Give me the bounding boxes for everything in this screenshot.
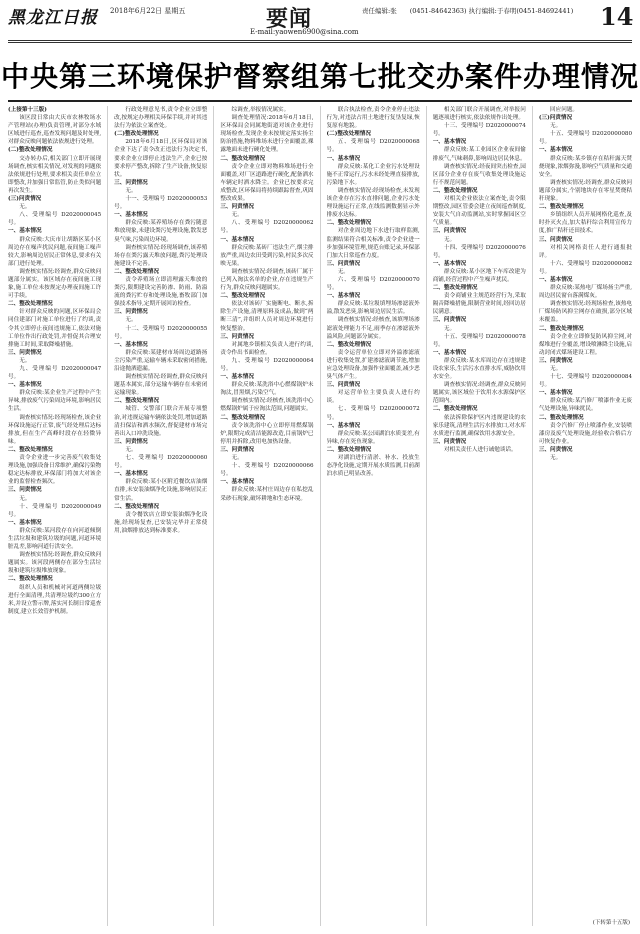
section-subheading: 三、问责情况 bbox=[326, 260, 361, 267]
headline-rule bbox=[8, 100, 632, 102]
masthead-rule-thin bbox=[8, 42, 632, 43]
page-number: 14 bbox=[600, 2, 634, 31]
paragraph: 无。 bbox=[125, 446, 137, 453]
section-subheading: 一、基本情况 bbox=[432, 139, 467, 146]
paragraph: 乡镇组织人员开展网格化巡查,及时扑灭火点,加大秸秆综合利用宣传力度,推广秸秆还田技术。 bbox=[538, 212, 633, 235]
paragraph: 群众反映:某企业生产过程中产生异味,排放废气污染周边环境,影响居民生活。 bbox=[8, 390, 102, 413]
paragraph: 责令运营单位立即对外溢渗滤液进行收集处置,扩建渗滤液调节池,增加应急处理设备,加强作业面覆盖,减少恶臭气体产生。 bbox=[326, 349, 420, 381]
section-subheading: 三、问责情况 bbox=[220, 333, 254, 340]
paragraph: 调查核实情况:经调查,该砖厂属于已列入淘汰名单的企业,存在违规生产行为,群众反映问题属实。 bbox=[220, 268, 314, 292]
paragraph: 无。 bbox=[19, 495, 31, 502]
article-column bbox=[327, 106, 420, 926]
paragraph: 十七、受理编号 D2020000084 号。 bbox=[538, 374, 633, 389]
paragraph: 群众反映:某垃圾填埋场渗滤液外溢,散发恶臭,影响周边居民生活。 bbox=[326, 301, 420, 316]
paragraph: 交办转办后,相关部门立即开展现场调查,核实相关情况,对发现的问题依法依规进行处理,要求相关责任单位立即整改,并加强日常监管,防止类似问题再次发生。 bbox=[8, 155, 102, 194]
section-subheading: 一、基本情况 bbox=[220, 236, 254, 243]
paragraph: 调查核实情况:经调查,群众反映问题属实,该区域位于饮用水水源保护区范围内。 bbox=[432, 382, 526, 405]
paragraph: 调查核实情况:经核查,该填埋场渗滤液处理能力不足,雨季存在渗滤液外溢风险,问题部分属实。 bbox=[326, 317, 420, 340]
section-subheading: 一、基本情况 bbox=[432, 260, 467, 267]
article-column bbox=[8, 106, 101, 926]
section-subheading: 三、问责情况 bbox=[8, 349, 42, 356]
section-subheading: (二)整改处理情况 bbox=[8, 147, 53, 154]
paragraph: 无。 bbox=[550, 455, 562, 462]
paragraph: 十五、受理编号 D2020000078 号。 bbox=[432, 333, 526, 348]
section-subheading: 二、整改处理情况 bbox=[432, 285, 478, 292]
section-subheading: 三、问责情况 bbox=[8, 487, 42, 494]
paragraph: 无。 bbox=[19, 357, 31, 364]
editor-credits: 责任编辑:张 (0451-84642363) 执行编辑:于春明(0451-84692441) bbox=[362, 7, 574, 15]
paragraph: 无。 bbox=[443, 325, 456, 332]
paragraph: 调查核实情况:经核查,该洗浴中心燃煤锅炉属于应淘汰范围,问题属实。 bbox=[220, 398, 314, 413]
paragraph: 群众反映:某小区附近餐饮店油烟直排,未安装油烟净化设施,影响居民正常生活。 bbox=[114, 479, 208, 502]
article-column bbox=[220, 106, 313, 926]
section-subheading: 二、整改处理情况 bbox=[326, 341, 372, 348]
section-subheading: 一、基本情况 bbox=[432, 349, 467, 356]
paragraph: 调查核实情况:经现场调查,该养殖场存在粪污露天堆放问题,粪污处理设施建设不完善。 bbox=[114, 244, 208, 267]
column-separator bbox=[107, 106, 108, 926]
paragraph: 行政处理意见书,责令企业立即整改,按规定办理相关环保手续,并对其违法行为依法立案查处。 bbox=[114, 107, 208, 130]
paragraph: 八、受理编号 D2020000062 号。 bbox=[220, 220, 314, 235]
paragraph: 无。 bbox=[125, 187, 137, 194]
section-subheading: 二、整改处理情况 bbox=[8, 446, 53, 453]
paragraph: 十、受理编号 D2020000049 号。 bbox=[8, 503, 102, 518]
paragraph: 责令该洗浴中心立即停用燃煤锅炉,限期完成清洁能源改造,目前锅炉已停用并拆除,改用电加热设备。 bbox=[220, 422, 314, 445]
paragraph: 群众反映:大庆市让胡路区某小区周边存在噪声扰民问题,夜间施工噪声较大,影响周边居民正常休息,要求有关部门进行处理。 bbox=[8, 236, 102, 267]
paragraph: 群众反映:某小区地下车库改建为商铺,经营过程中产生噪声扰民。 bbox=[432, 268, 526, 283]
paragraph: 调查核实情况:经调查,群众反映问题基本属实,部分运输车辆存在未密闭运输现象。 bbox=[114, 374, 208, 397]
paragraph: 群众反映:某养殖场存在粪污随意堆放现象,未建设粪污处理设施,散发恶臭气味,污染周边环境。 bbox=[114, 220, 208, 243]
paragraph: 群众反映:某洗浴中心燃煤锅炉未淘汰,冒黑烟,污染空气。 bbox=[220, 382, 314, 397]
section-subheading: 二、整改处理情况 bbox=[220, 293, 266, 300]
paragraph: 无。 bbox=[125, 317, 137, 324]
section-subheading: 一、基本情况 bbox=[114, 341, 148, 348]
paragraph: 无。 bbox=[19, 204, 31, 211]
section-subheading: 一、基本情况 bbox=[114, 471, 148, 478]
section-subheading: 一、基本情况 bbox=[220, 479, 254, 486]
paragraph: 调查核实情况:经调查,群众反映问题属实。该河段两侧存在部分生活垃圾和建筑垃圾堆放现象。 bbox=[8, 552, 102, 575]
paragraph: 群众反映:某砖厂违法生产,烟尘排放严重,周边农田受到污染,村民多次反映无果。 bbox=[220, 244, 314, 267]
paragraph: 十、受理编号 D2020000066 号。 bbox=[220, 463, 314, 478]
section-subheading: 一、基本情况 bbox=[8, 519, 42, 526]
paragraph: 2018年6月18日,区环保局对该企业下达了责令改正违法行为决定书,要求企业立即停止违法生产,企业已按要求停产整改,拆除了生产设备,恢复原状。 bbox=[114, 139, 208, 178]
paragraph: 十四、受理编号 D2020000076 号。 bbox=[432, 244, 526, 259]
continued-note: (下转第十五版) bbox=[592, 920, 630, 926]
paragraph: 七、受理编号 D2020000060 号。 bbox=[114, 455, 208, 470]
section-subheading: (二)整改处理情况 bbox=[114, 131, 159, 138]
paragraph: 无。 bbox=[337, 268, 349, 275]
section-subheading: 一、基本情况 bbox=[538, 147, 573, 154]
section-subheading: 一、基本情况 bbox=[538, 390, 573, 397]
section-subheading: 二、整改处理情况 bbox=[538, 204, 584, 211]
paragraph: 责令汽修厂停止喷漆作业,安装喷漆房及废气处理设施,经验收合格后方可恢复作业。 bbox=[538, 422, 633, 445]
paragraph: 回应问题。 bbox=[550, 107, 579, 113]
paragraph: 十三、受理编号 D2020000074 号。 bbox=[432, 123, 526, 138]
section-subheading: 二、整改处理情况 bbox=[432, 187, 478, 194]
paragraph: 调查核实情况:经调查,群众反映问题部分属实。该区域存在夜间施工现象,施工单位未按规定办理夜间施工许可手续。 bbox=[8, 268, 102, 300]
section-subheading: 二、整改处理情况 bbox=[432, 406, 478, 413]
paragraph: 无。 bbox=[550, 366, 562, 372]
section-subheading: 一、基本情况 bbox=[326, 155, 361, 162]
paragraph: 调查核实情况:经现场检查,该热电厂煤场防风抑尘网存在破损,部分区域未覆盖。 bbox=[538, 301, 633, 324]
paragraph: 对相关网格责任人进行通报批评。 bbox=[538, 244, 633, 259]
paragraph: 调查处理情况:2018年6月18日,区环保局会同属地街道对该企业进行现场检查,发现企业未按规定落实扬尘防治措施,物料堆场未进行全面覆盖,裸露地面未进行硬化处理。 bbox=[220, 115, 314, 154]
section-subheading: 二、整改处理情况 bbox=[8, 301, 53, 308]
column-separator bbox=[213, 106, 214, 926]
section-subheading: (二)整改处理情况 bbox=[326, 131, 371, 138]
paragraph: 群众反映:某汽修厂喷漆作业无废气处理设施,异味扰民。 bbox=[538, 398, 633, 413]
paragraph: 针对群众反映的问题,区环保局会同住建部门对施工单位进行了约谈,责令其立即停止夜间违规施工,依法对施工单位作出行政处罚,并督促其合理安排施工时间,采取降噪措施。 bbox=[8, 309, 102, 348]
section-subheading: 二、整改处理情况 bbox=[114, 398, 159, 405]
section-subheading: (三)问责情况 bbox=[538, 115, 573, 122]
paragraph: 责令企业进一步完善废气收集处理设施,加强设备日常维护,确保污染物稳定达标排放,环保部门将加大对该企业的监督检查频次。 bbox=[8, 455, 102, 486]
paragraph: 对运营单位主要负责人进行约谈。 bbox=[326, 390, 420, 405]
paragraph: 联合执法检查,责令企业停止违法行为,对违法占用土地进行复垦复绿,恢复原有地貌。 bbox=[326, 107, 420, 130]
section-subheading: 二、整改处理情况 bbox=[114, 268, 159, 275]
paragraph: 群众反映:某工业园区企业夜间偷排废气,气味刺鼻,影响周边居民休息。 bbox=[432, 147, 526, 162]
section-subheading: 三、问责情况 bbox=[432, 317, 467, 324]
paragraph: 对企业周边地下水进行取样监测,监测结果符合相关标准,责令企业进一步加强环境管理,规范台账记录,环保部门加大日常巡查力度。 bbox=[326, 228, 420, 259]
paragraph: 无。 bbox=[231, 212, 243, 219]
paragraph: 调查核实情况:经夜间突击检查,园区部分企业存在废气收集处理设施运行不规范问题。 bbox=[432, 163, 526, 186]
paragraph: 九、受理编号 D2020000064 号。 bbox=[220, 357, 314, 372]
paragraph: 五、受理编号 D2020000068 号。 bbox=[326, 139, 420, 154]
section-subheading: 三、问责情况 bbox=[220, 204, 254, 211]
paragraph: 群众反映:某建材市场周边道路扬尘污染严重,运输车辆未采取密闭措施,沿途抛洒遗漏。 bbox=[114, 349, 208, 372]
paragraph: 十一、受理编号 D2020000053 号。 bbox=[114, 196, 208, 211]
section-subheading: 三、问责情况 bbox=[538, 236, 573, 243]
paragraph: 十二、受理编号 D2020000055 号。 bbox=[114, 325, 208, 340]
section-subheading: 二、整改处理情况 bbox=[8, 576, 53, 583]
section-subheading: 三、问责情况 bbox=[114, 438, 148, 445]
paragraph: 六、受理编号 D2020000070 号。 bbox=[326, 276, 420, 292]
paragraph: 无。 bbox=[443, 236, 456, 243]
paragraph: 调查核实情况:经现场检查,该企业环保设施运行正常,废气经处理后达标排放,但在生产高峰时段存在轻微异味。 bbox=[8, 414, 102, 445]
paragraph: 群众反映:某热电厂煤场扬尘严重,周边居民窗台落满煤灰。 bbox=[538, 285, 633, 300]
section-subheading: 一、基本情况 bbox=[326, 293, 361, 300]
paragraph: 群众反映:某乡镇存在秸秆露天焚烧现象,浓烟弥漫,影响空气质量和交通安全。 bbox=[538, 155, 633, 178]
section-subheading: 三、问责情况 bbox=[220, 446, 254, 453]
section-subheading: 二、整改处理情况 bbox=[538, 325, 584, 332]
paragraph: 十五、受理编号 D2020000080 号。 bbox=[538, 131, 633, 146]
paragraph: 对相关企业依法立案查处,责令限期整改,园区管委会建立夜间巡查制度,安装大气自动监测站,实时掌握园区空气质量。 bbox=[432, 196, 526, 227]
section-subheading: 一、基本情况 bbox=[8, 382, 42, 389]
paragraph: 调查核实情况:经调查,群众反映问题部分属实,个别地块存在零星焚烧秸秆现象。 bbox=[538, 179, 633, 203]
section-subheading: 三、问责情况 bbox=[432, 228, 467, 235]
publication-date: 2018年6月22日 星期五 bbox=[110, 7, 186, 15]
paragraph: 责令养殖场立即清理露天堆放的粪污,限期建设完善防渗、防雨、防溢流的粪污贮存和处理设施,畜牧部门加强技术指导,定期开展回访检查。 bbox=[114, 276, 208, 308]
section-subheading: 三、问责情况 bbox=[432, 438, 467, 445]
section-subheading: (三)问责情况 bbox=[8, 196, 42, 203]
section-subheading: 三、问责情况 bbox=[538, 446, 573, 453]
column-separator bbox=[320, 106, 321, 926]
paragraph: 群众反映:某化工企业污水处理设施不正常运行,污水未经处理直接排放,污染地下水。 bbox=[326, 163, 420, 186]
article-column bbox=[539, 106, 632, 926]
paragraph: 依法拆除保护区内违规建设的农家乐建筑,清理生活污水排放口,对水库水质进行监测,确保饮用水源安全。 bbox=[432, 414, 526, 437]
section-subheading: 一、基本情况 bbox=[220, 374, 254, 381]
section-subheading: 一、基本情况 bbox=[114, 212, 148, 219]
article-body bbox=[8, 106, 632, 926]
column-separator bbox=[426, 106, 427, 926]
paragraph: 十六、受理编号 D2020000082 号。 bbox=[538, 260, 633, 275]
paragraph: 对属地乡镇相关负责人进行约谈,责令作出书面检查。 bbox=[220, 341, 314, 356]
section-subheading: 一、基本情况 bbox=[326, 422, 361, 429]
section-subheading: 二、整改处理情况 bbox=[538, 414, 584, 421]
paragraph: 对湖泊进行清淤、补水、投放生态净化设施,定期开展水质监测,目前湖泊水质已明显改善。 bbox=[326, 455, 420, 478]
section-subheading: 三、问责情况 bbox=[114, 179, 148, 186]
section-subheading: 二、整改处理情况 bbox=[220, 414, 266, 421]
paragraph: 七、受理编号 D2020000072 号。 bbox=[326, 406, 420, 421]
section-subheading: 三、问责情况 bbox=[538, 357, 573, 364]
paragraph: 责令餐饮店立即安装油烟净化设施,经现场复查,已安装完毕并正常使用,油烟排放达到标准要求。 bbox=[114, 511, 208, 534]
headline: 中央第三环境保护督察组第七批交办案件办理情况 bbox=[0, 60, 639, 93]
paragraph: 相关部门联合开展调查,对举报问题逐项进行核实,依法依规作出处理。 bbox=[432, 107, 526, 122]
section-subheading: 一、基本情况 bbox=[8, 228, 42, 235]
section-subheading: 二、整改处理情况 bbox=[326, 220, 372, 227]
masthead-rule bbox=[8, 40, 632, 41]
paragraph: 无。 bbox=[231, 455, 243, 462]
section-subheading: (上接第十三版) bbox=[8, 107, 47, 113]
paragraph: 九、受理编号 D2020000047 号。 bbox=[8, 366, 102, 381]
article-column bbox=[433, 106, 526, 926]
paragraph: 组织人员和机械对河道两侧垃圾进行全面清理,共清理垃圾约300立方米,并设立警示牌,落实河长制日常巡查制度,建立长效管护机制。 bbox=[8, 584, 102, 615]
paragraph: 八、受理编号 D2020000045 号。 bbox=[8, 212, 102, 227]
section-subheading: 二、整改处理情况 bbox=[220, 155, 266, 162]
paper-logo: 黑龙江日报 bbox=[8, 8, 98, 28]
paragraph: 对相关责任人进行诫勉谈话。 bbox=[443, 446, 517, 453]
section-email: E-mail:yaowen6900@sina.com bbox=[250, 28, 359, 36]
section-subheading: 二、整改处理情况 bbox=[326, 446, 372, 453]
paragraph: 群众反映:某村庄周边存在私挖乱采砂石现象,破坏耕地和生态环境。 bbox=[220, 487, 314, 502]
paragraph: 该区段日常由大庆市农林牧场水产管理站(办理)负责管理,对部分水域区域进行巡查,巡查发现问题及时处理,对群众反映问题依法依规进行处理。 bbox=[8, 115, 102, 146]
paragraph: 责令企业立即对物料堆场进行全面覆盖,对厂区道路进行硬化,配备洒水车辆定时洒水降尘。企业已按要求完成整改,区环保局将持续跟踪督查,巩固整改成果。 bbox=[220, 163, 314, 203]
section-subheading: 一、基本情况 bbox=[538, 276, 573, 283]
section-subheading: 三、问责情况 bbox=[114, 309, 148, 316]
paragraph: 城管、交警部门联合开展专项整治,对违规运输车辆依法处罚,增加道路清扫保洁和洒水频次,督促建材市场完善出入口冲洗设施。 bbox=[114, 406, 208, 437]
column-separator bbox=[532, 106, 533, 926]
section-subheading: 三、问责情况 bbox=[326, 382, 361, 389]
paragraph: 群众反映:某水库周边存在违规建设农家乐,生活污水直排水库,威胁饮用水安全。 bbox=[432, 357, 526, 381]
paragraph: 群众反映:某公园湖泊水质变差,有异味,存在死鱼现象。 bbox=[326, 430, 420, 445]
paragraph: 调查核实情况:经现场检查,未发现该企业存在污水直排问题,企业污水处理设施运行正常,在线监测数据显示外排废水达标。 bbox=[326, 187, 420, 219]
paragraph: 群众反映:某河段存在向河道倾倒生活垃圾和建筑垃圾的问题,河道环境脏乱差,影响河道行洪安全。 bbox=[8, 527, 102, 551]
paragraph: 依法对该砖厂实施断电、断水,拆除生产设施,清理原料及成品,做到“两断三清”,并组织人员对周边环境进行恢复整治。 bbox=[220, 301, 314, 332]
section-title: 要闻 bbox=[266, 6, 313, 32]
paragraph: 责令商铺业主规范经营行为,采取隔音降噪措施,限制营业时间,经回访居民满意。 bbox=[432, 293, 526, 316]
paragraph: 无。 bbox=[550, 123, 562, 130]
paragraph: 综调查,举报情况属实。 bbox=[231, 107, 290, 113]
article-column bbox=[114, 106, 207, 926]
paragraph: 责令企业立即修复防风抑尘网,对煤堆进行全覆盖,增设喷淋降尘设施,启动封闭式煤场建设工程。 bbox=[538, 333, 633, 356]
section-subheading: 二、整改处理情况 bbox=[114, 503, 159, 510]
